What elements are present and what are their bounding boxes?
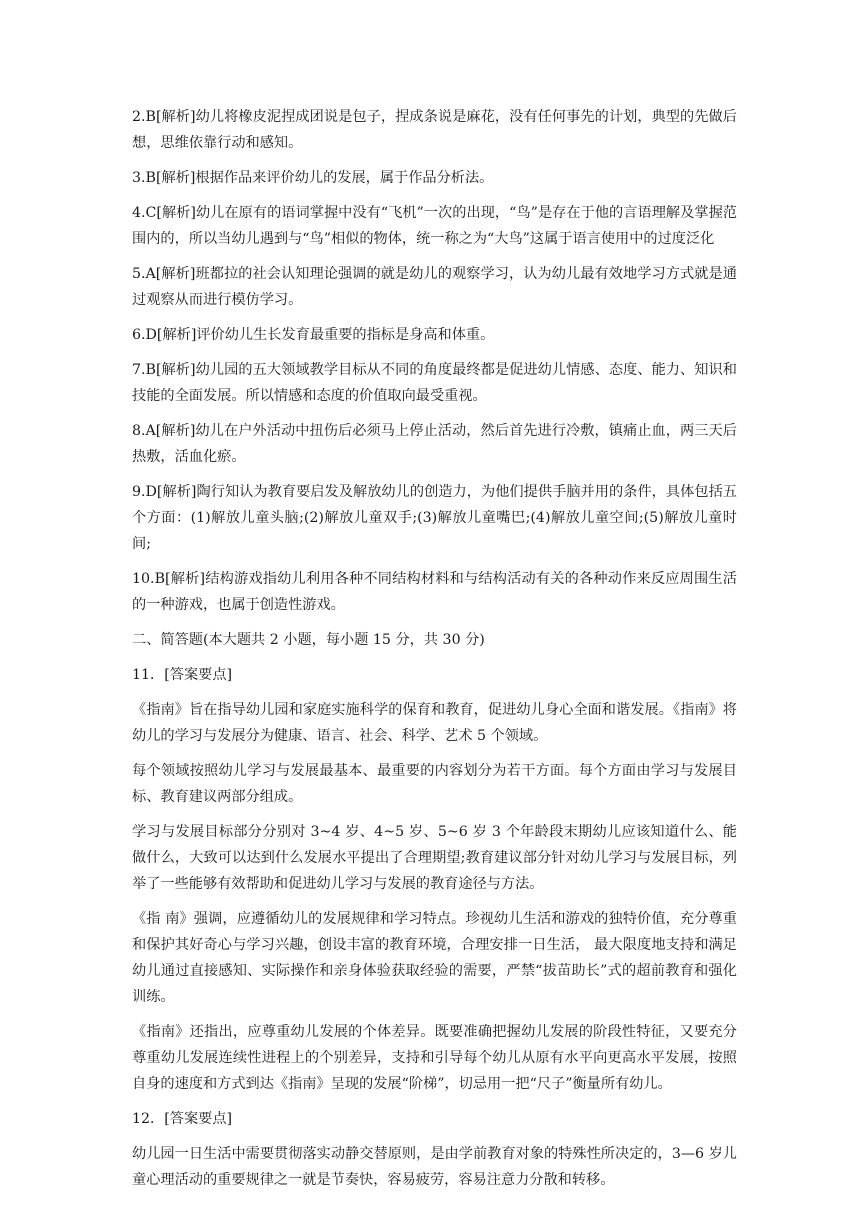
answer-6-explanation: 6.D[解析]评价幼儿生长发育最重要的指标是身高和体重。 xyxy=(132,327,495,343)
question-11-paragraph: 每个领域按照幼儿学习与发展最基本、最重要的内容划分为若干方面。每个方面由学习与发展目标、教育建议两部分组成。 xyxy=(132,763,737,805)
answer-10-explanation: 10.B[解析]结构游戏指幼儿利用各种不同结构材料和与结构活动有关的各种动作来反应周围生活的一种游戏，也属于创造性游戏。 xyxy=(132,571,737,613)
question-11-paragraph: 学习与发展目标部分分别对 3~4 岁、4~5 岁、5~6 岁 3 个年龄段末期幼儿应该知道什么、能做什么，大致可以达到什么发展水平提出了合理期望;教育建议部分针对幼儿学习与发展目标，列举了一些能够有效帮助和促进幼儿学习与发展的教育途径与方法。 xyxy=(132,824,737,892)
answer-3-explanation: 3.B[解析]根据作品来评价幼儿的发展，属于作品分析法。 xyxy=(132,170,494,186)
answer-4-explanation: 4.C[解析]幼儿在原有的语词掌握中没有“飞机”一次的出现，“鸟”是存在于他的言语理解及掌握范围内的，所以当幼儿遇到与“鸟”相似的物体，统一称之为“大鸟”这属于语言使用中的过度泛化 xyxy=(132,205,737,247)
answer-text-body xyxy=(132,104,737,1202)
question-11-paragraph: 《指南》旨在指导幼儿园和家庭实施科学的保育和教育，促进幼儿身心全面和谐发展。《指南》将幼儿的学习与发展分为健康、语言、社会、科学、艺术 5 个领域。 xyxy=(132,702,737,744)
answer-2-explanation: 2.B[解析]幼儿将橡皮泥捏成团说是包子，捏成条说是麻花，没有任何事先的计划，典型的先做后想，思维依靠行动和感知。 xyxy=(132,109,737,151)
answer-8-explanation: 8.A[解析]幼儿在户外活动中扭伤后必须马上停止活动，然后首先进行冷敷，镇痛止血，两三天后热敷，活血化瘀。 xyxy=(132,423,737,465)
question-12-paragraph: 幼儿园一日生活中需要贯彻落实动静交替原则，是由学前教育对象的特殊性所决定的，3—6 岁儿童心理活动的重要规律之一就是节奏快，容易疲劳，容易注意力分散和转移。 xyxy=(132,1146,737,1188)
question-11-paragraph: 《指南》还指出，应尊重幼儿发展的个体差异。既要准确把握幼儿发展的阶段性特征，又要充分尊重幼儿发展连续性进程上的个别差异，支持和引导每个幼儿从原有水平向更高水平发展，按照自身的速度和方式到达《指南》呈现的发展“阶梯”，切忌用一把“尺子”衡量所有幼儿。 xyxy=(132,1024,737,1092)
answer-9-explanation: 9.D[解析]陶行知认为教育要启发及解放幼儿的创造力，为他们提供手脑并用的条件，具体包括五个方面：(1)解放儿童头脑;(2)解放儿童双手;(3)解放儿童嘴巴;(4)解放儿童空间;(5)解放儿童时间; xyxy=(132,484,737,552)
question-12-heading: 12．[答案要点] xyxy=(132,1111,233,1127)
question-11-heading: 11．[答案要点] xyxy=(132,667,233,683)
question-11-paragraph: 《指 南》强调，应遵循幼儿的发展规律和学习特点。珍视幼儿生活和游戏的独特价值，充分尊重和保护其好奇心与学习兴趣，创设丰富的教育环境，合理安排一日生活， 最大限度地支持和满足幼儿通过直接感知、实际操作和亲身体验获取经验的需要，严禁“拔苗助长”式的超前教育和强化训练。 xyxy=(132,911,737,1005)
answer-7-explanation: 7.B[解析]幼儿园的五大领域教学目标从不同的角度最终都是促进幼儿情感、态度、能力、知识和技能的全面发展。所以情感和态度的价值取向最受重视。 xyxy=(132,362,737,404)
answer-5-explanation: 5.A[解析]班都拉的社会认知理论强调的就是幼儿的观察学习，认为幼儿最有效地学习方式就是通过观察从而进行模仿学习。 xyxy=(132,266,737,308)
section-heading-short-answer: 二、简答题(本大题共 2 小题，每小题 15 分，共 30 分) xyxy=(132,632,485,648)
